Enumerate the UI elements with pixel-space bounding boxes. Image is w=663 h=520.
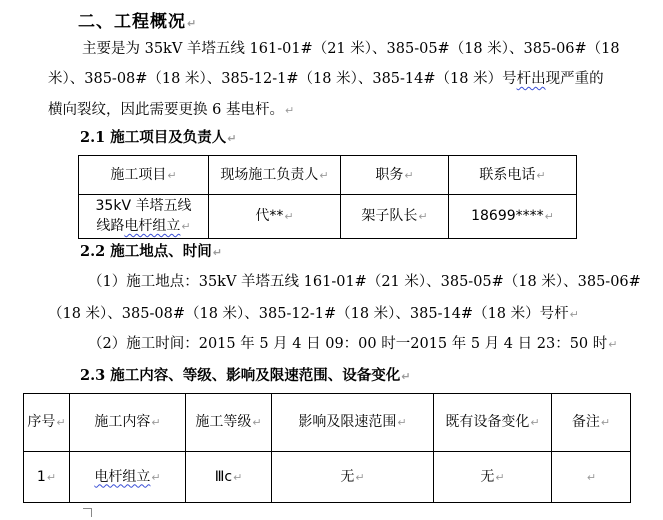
- location-line-1: （1）施工地点：35kV 羊塔五线 161-01#（21 米）、385-05#（18 米）、385-06#: [88, 274, 641, 290]
- intro-line-3: 横向裂纹，因此需要更换 6 基电杆。↵: [48, 102, 295, 118]
- equipment-change-cell: 无↵: [434, 452, 552, 503]
- level-cell: Ⅲc↵: [186, 452, 272, 503]
- project-leader-table: [78, 155, 577, 239]
- remarks-cell: ↵: [552, 452, 631, 503]
- impact-cell: 无↵: [272, 452, 434, 503]
- margin-corner-mark: [83, 508, 92, 517]
- heading-2-2: 2.2 施工地点、时间↵: [80, 243, 222, 260]
- header-cell: 施工内容↵: [70, 394, 186, 452]
- header-cell: 序号↵: [24, 394, 70, 452]
- table-header-row: [24, 394, 631, 452]
- heading-2-1: 2.1 施工项目及负责人↵: [80, 129, 237, 146]
- intro-line-2: 米）、385-08#（18 米）、385-12-1#（18 米）、385-14#（18 米）号杆出现严重的: [48, 71, 604, 87]
- intro-line-1: 主要是为 35kV 羊塔五线 161-01#（21 米）、385-05#（18 米）、385-06#（18: [82, 41, 620, 57]
- content-cell: 电杆组立↵: [70, 452, 186, 503]
- time-line: （2）施工时间：2015 年 5 月 4 日 09：00 时一2015 年 5 月 4 日 23：50 时↵: [88, 336, 618, 352]
- table-row: [24, 452, 631, 503]
- phone-cell: 18699****↵: [449, 195, 577, 239]
- seq-cell: 1↵: [24, 452, 70, 503]
- header-cell: 备注↵: [552, 394, 631, 452]
- header-cell: 既有设备变化↵: [434, 394, 552, 452]
- leader-cell: 代**↵: [209, 195, 341, 239]
- header-cell: 职务↵: [341, 156, 449, 195]
- header-cell: 影响及限速范围↵: [272, 394, 434, 452]
- header-cell: 施工等级↵: [186, 394, 272, 452]
- table-row: [79, 195, 577, 239]
- project-cell: 35kV 羊塔五线 线路电杆组立↵: [79, 195, 209, 239]
- location-line-2: （18 米）、385-08#（18 米）、385-12-1#（18 米）、385-14#（18 米）号杆↵: [48, 306, 579, 322]
- construction-content-table: [23, 393, 631, 503]
- header-cell: 施工项目↵: [79, 156, 209, 195]
- header-cell: 联系电话↵: [449, 156, 577, 195]
- header-cell: 现场施工负责人↵: [209, 156, 341, 195]
- table-header-row: [79, 156, 577, 195]
- section-title: 二、工程概况↵: [78, 12, 198, 32]
- position-cell: 架子队长↵: [341, 195, 449, 239]
- heading-2-3: 2.3 施工内容、等级、影响及限速范围、设备变化↵: [80, 367, 411, 384]
